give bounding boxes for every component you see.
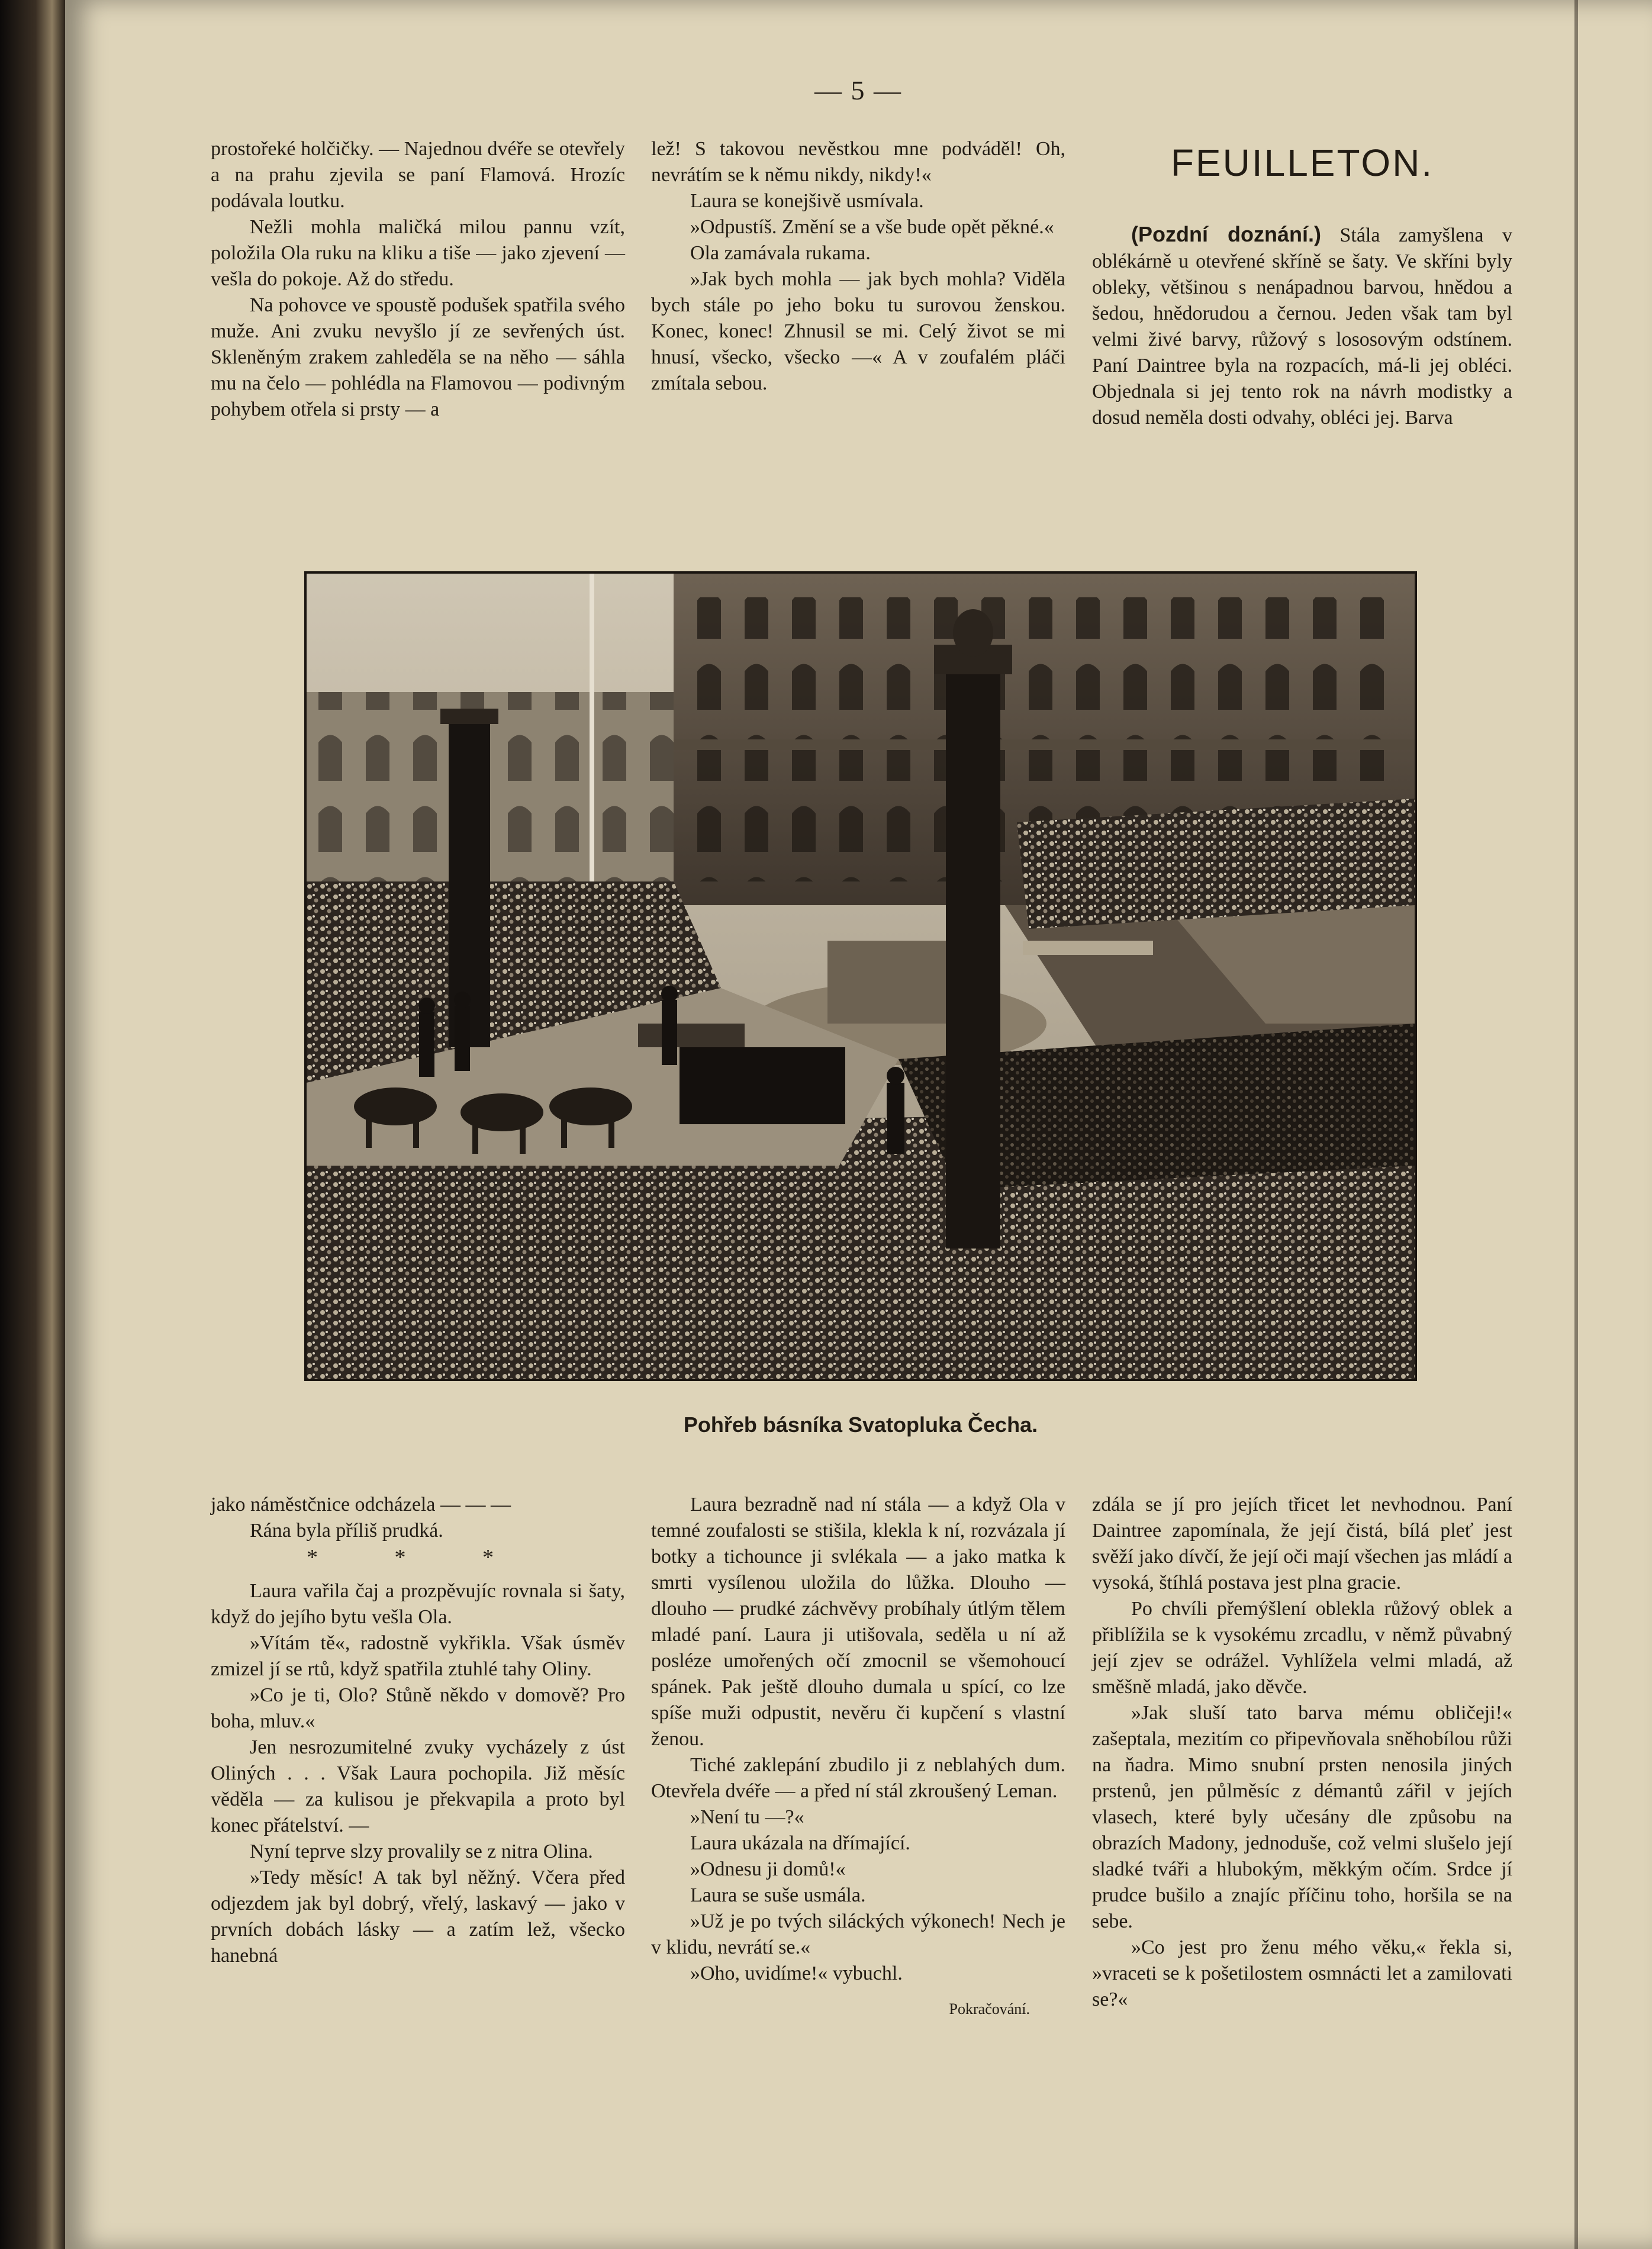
paragraph: »Jak bych mohla — jak bych mohla? Viděla bych stále po jeho boku tu surovou ženskou. Konec, konec! Zhnusil se mi. Celý život se mi hnusí, všecko, všecko —« A v zoufalém pláči zmítala sebou. <box>651 268 1065 394</box>
paragraph: jako náměstčnice odcházela — — — <box>211 1494 511 1516</box>
paragraph: Laura bezradně nad ní stála — a když Ola v temné zoufalosti se stišila, klekla k ní, rozvázala jí botky a tichounce ji svlékala — a jako matka k smrti vysílenou uložila do lůžka. Dlouho — dlouho — prudké záchvěvy probíhaly útlým tělem mladé paní. Laura ji utišovala, seděla u ní až posléze umořených očí zmocnil se všemohoucí spánek. Pak ještě dlouho dumala u spící, co lze spíše muži odpustit, nevěru či kupčení s vlastní ženou. <box>651 1494 1065 1750</box>
paragraph: Laura se suše usmála. <box>690 1884 866 1906</box>
paragraph: Jen nesrozumitelné zvuky vycházely z úst Oliných . . . Však Laura pochopila. Již měsíc věděla — za kulisou je překvapila a proto byl konec přátelství. — <box>211 1736 625 1836</box>
paragraph: Laura ukázala na dřímající. <box>690 1832 910 1854</box>
column-bottom-left <box>211 1492 625 1969</box>
paragraph: »Tedy měsíc! A tak byl něžný. Včera před odjezdem jak byl dobrý, vřelý, laskavý — jako v prvních dobách lásky — a zatím lež, všecko hanebná <box>211 1867 625 1967</box>
paragraph: »Co jest pro ženu mého věku,« řekla si, »vraceti se k pošetilostem osmnácti let a zamilovati se?« <box>1092 1936 1512 2010</box>
paragraph: Tiché zaklepání zbudilo ji z neblahých dum. Otevřela dvéře — a před ní stál zkroušený Leman. <box>651 1754 1065 1802</box>
photo-caption: Pohřeb básníka Svatopluka Čecha. <box>683 1413 1038 1437</box>
continued-note: Pokračování. <box>949 2000 1030 2018</box>
column-top-right <box>1092 136 1512 431</box>
paragraph: Po chvíli přemýšlení oblekla růžový oblek a přiblížila se k vysokému zrcadlu, v němž půvabný její zjev se odrážel. Vyhlížela velmi mladá, až směšně mladá, jako děvče. <box>1092 1598 1512 1698</box>
funeral-procession-photo <box>304 571 1417 1381</box>
paragraph: zdála se jí pro jejích třicet let nevhodnou. Paní Daintree zapomínala, že její čistá, bílá pleť jest svěží jako dívčí, že její oči mají všechen jas mládí a vysoká, štíhlá postava jest plna gracie. <box>1092 1494 1512 1594</box>
paragraph: Nyní teprve slzy provalily se z nitra Olina. <box>250 1841 593 1862</box>
book-spine <box>0 0 65 2249</box>
paragraph: »Není tu —?« <box>690 1806 804 1828</box>
section-heading: FEUILLETON. <box>1170 141 1434 184</box>
paragraph: »Už je po tvých siláckých výkonech! Nech je v klidu, nevrátí se.« <box>651 1910 1065 1958</box>
paragraph: »Jak sluší tato barva mému obličeji!« zašeptala, mezitím co připevňovala sněhobílou růži na ňadra. Mimo snubní prsten nenosila jiných prstenů, jen půlměsíc z démantů zářil v jejích vlasech, které byly učesány dle způsobu na obrazích Madony, jednoduše, což velmi slušelo její sladké tváři a hlubokým, měkkým očím. Srdce jí prudce bušilo a znajíc příčinu toho, horšila se na sebe. <box>1092 1702 1512 1932</box>
page-number: — 5 — <box>814 75 902 105</box>
paragraph: Rána byla příliš prudká. <box>250 1520 443 1542</box>
paragraph: Na pohovce ve spoustě podušek spatřila svého muže. Ani zvuku nevyšlo jí ze sevřených úst. Skleněným zrakem zahleděla se na něho — sáhla mu na čelo — pohlédla na Flamovou — podivným pohybem otřela si prsty — a <box>211 294 625 420</box>
column-top-middle <box>651 136 1065 397</box>
column-top-left <box>211 136 625 423</box>
paragraph: »Odnesu ji domů!« <box>690 1858 846 1880</box>
paragraph-text: Stála zamyšlena v oblékárně u otevřené skříně se šaty. Ve skříni byly obleky, většinou s nenápadnou barvou, hnědou a šedou, hnědorudou a černou. Jeden však tam byl velmi živé barvy, růžový s lososovým odstínem. Paní Daintree byla na rozpacích, má-li jej obléci. Objednala si jej tento rok na návrh modistky a dosud neměla dosti odvahy, obléci jej. Barva <box>1092 224 1512 429</box>
paragraph: lež! S takovou nevěstkou mne podváděl! Oh, nevrátím se k němu nikdy, nikdy!« <box>651 138 1065 186</box>
story-title: (Pozdní doznání.) <box>1131 222 1321 246</box>
paragraph: »Co je ti, Olo? Stůně někdo v domově? Pro boha, mluv.« <box>211 1684 625 1732</box>
paragraph: Nežli mohla maličká milou pannu vzít, položila Ola ruku na kliku a tiše — jako zjevení — vešla do pokoje. Až do středu. <box>211 216 625 290</box>
paragraph: Ola zamávala rukama. <box>690 242 871 264</box>
paragraph: Laura se konejšivě usmívala. <box>690 190 924 212</box>
paragraph: »Vítám tě«, radostně vykřikla. Však úsměv zmizel jí se rtů, když spatřila ztuhlé tahy Oliny. <box>211 1632 625 1680</box>
column-bottom-middle <box>651 1492 1065 2022</box>
section-separator: * * * <box>307 1545 529 1570</box>
page-edge <box>1574 0 1578 2249</box>
paragraph: Laura vařila čaj a prozpěvujíc rovnala si šaty, když do jejího bytu vešla Ola. <box>211 1580 625 1628</box>
column-bottom-right <box>1092 1492 1512 2013</box>
photo-illustration <box>307 574 1415 1379</box>
paragraph: »Oho, uvidíme!« vybuchl. <box>690 1962 903 1984</box>
paragraph <box>1092 221 1512 431</box>
paragraph: prostořeké holčičky. — Najednou dvéře se otevřely a na prahu zjevila se paní Flamová. Hrozíc podávala loutku. <box>211 138 625 212</box>
paragraph: »Odpustíš. Změní se a vše bude opět pěkné.« <box>690 216 1054 238</box>
